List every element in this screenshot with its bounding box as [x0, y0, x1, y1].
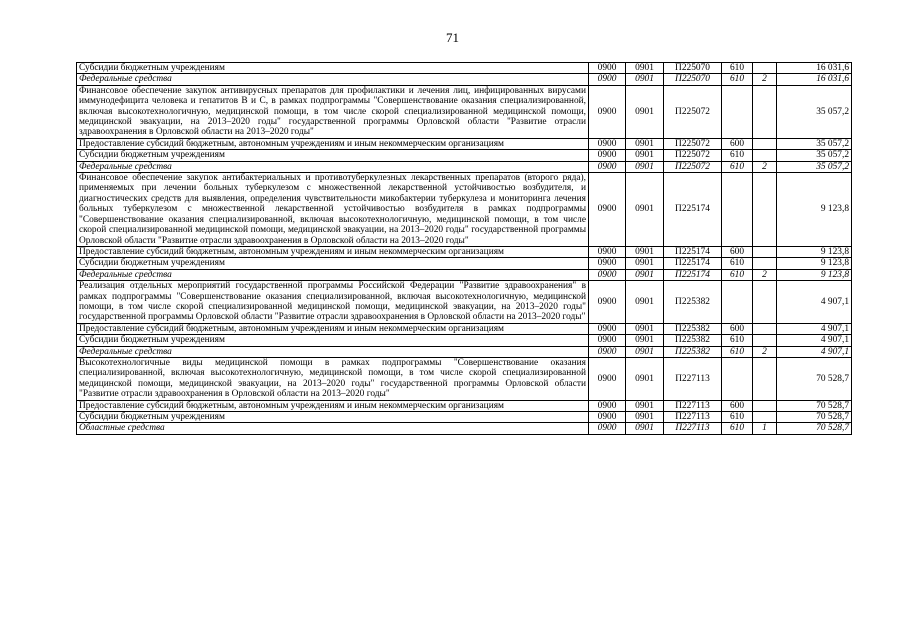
code-chapter-cell: 0900 — [589, 74, 626, 85]
code-section-cell: 0901 — [626, 85, 664, 138]
row-name-cell: Субсидии бюджетным учреждениям — [77, 335, 589, 346]
code-fund-source-cell — [753, 400, 777, 411]
code-fund-source-cell — [753, 138, 777, 149]
table-row — [77, 323, 852, 334]
code-fund-source-cell — [753, 150, 777, 161]
code-chapter-cell: 0900 — [589, 138, 626, 149]
amount-cell: 9 123,8 — [777, 246, 852, 257]
row-name-cell: Финансовое обеспечение закупок антибактериальных и противотуберкулезных лекарственных препаратов (второго ряда), применяемых при лечении больных туберкулезом с множественной лекарственной устойчивостью возбудителя, и диагностических средств для выявления, определения чувствительности микобактерии туберкулеза и мониторинга лечения больных туберкулезом с множественной лекарственной устойчивостью возбудителя в рамках подпрограммы "Совершенствование оказания специализированной, включая высокотехнологичную, медицинской помощи, в том числе скорой специализированной медицинской помощи, медицинской эвакуации, на 2013–2020 годы" государственной программы Орловской области "Развитие отрасли здравоохранения в Орловской области на 2013–2020 годы" — [77, 173, 589, 247]
amount-cell: 35 057,2 — [777, 138, 852, 149]
amount-cell: 16 031,6 — [777, 74, 852, 85]
table-row — [77, 357, 852, 400]
code-section-cell: 0901 — [626, 281, 664, 324]
code-fund-source-cell — [753, 85, 777, 138]
code-target-cell: П225174 — [664, 269, 722, 280]
table-row — [77, 258, 852, 269]
code-chapter-cell: 0900 — [589, 323, 626, 334]
code-section-cell: 0901 — [626, 161, 664, 172]
row-name-cell: Субсидии бюджетным учреждениям — [77, 412, 589, 423]
amount-cell: 16 031,6 — [777, 63, 852, 74]
code-fund-source-cell: 2 — [753, 346, 777, 357]
row-name-cell: Высокотехнологичные виды медицинской помощи в рамках подпрограммы "Совершенствование оказания специализированной, включая высокотехнологичную, медицинской помощи, в том числе скорой специализированной медицинской помощи, медицинской эвакуации, на 2013–2020 годы" государственной программы Орловской области "Развитие отрасли здравоохранения в Орловской области на 2013–2020 годы" — [77, 357, 589, 400]
code-section-cell: 0901 — [626, 323, 664, 334]
code-section-cell: 0901 — [626, 74, 664, 85]
code-fund-source-cell — [753, 281, 777, 324]
code-section-cell: 0901 — [626, 346, 664, 357]
code-target-cell: П225382 — [664, 281, 722, 324]
table-row — [77, 63, 852, 74]
code-expense-type-cell — [722, 85, 753, 138]
code-fund-source-cell — [753, 246, 777, 257]
row-name-cell: Областные средства — [77, 423, 589, 434]
code-section-cell: 0901 — [626, 138, 664, 149]
code-target-cell: П225072 — [664, 85, 722, 138]
code-expense-type-cell: 600 — [722, 246, 753, 257]
code-target-cell: П227113 — [664, 400, 722, 411]
table-row — [77, 85, 852, 138]
code-section-cell: 0901 — [626, 63, 664, 74]
code-chapter-cell: 0900 — [589, 412, 626, 423]
table-row — [77, 150, 852, 161]
code-section-cell: 0901 — [626, 412, 664, 423]
table-row — [77, 173, 852, 247]
code-fund-source-cell — [753, 258, 777, 269]
row-name-cell: Федеральные средства — [77, 161, 589, 172]
code-expense-type-cell: 610 — [722, 74, 753, 85]
code-target-cell: П225174 — [664, 246, 722, 257]
code-expense-type-cell: 610 — [722, 335, 753, 346]
code-expense-type-cell: 610 — [722, 412, 753, 423]
code-expense-type-cell: 610 — [722, 346, 753, 357]
row-name-cell: Федеральные средства — [77, 74, 589, 85]
code-chapter-cell: 0900 — [589, 335, 626, 346]
amount-cell: 70 528,7 — [777, 412, 852, 423]
code-expense-type-cell: 610 — [722, 423, 753, 434]
code-section-cell: 0901 — [626, 246, 664, 257]
code-chapter-cell: 0900 — [589, 173, 626, 247]
code-target-cell: П225070 — [664, 63, 722, 74]
table-row — [77, 346, 852, 357]
code-expense-type-cell — [722, 357, 753, 400]
code-fund-source-cell — [753, 173, 777, 247]
code-section-cell: 0901 — [626, 150, 664, 161]
code-expense-type-cell: 610 — [722, 258, 753, 269]
code-fund-source-cell — [753, 357, 777, 400]
code-expense-type-cell: 600 — [722, 323, 753, 334]
code-chapter-cell: 0900 — [589, 281, 626, 324]
code-expense-type-cell: 610 — [722, 161, 753, 172]
code-fund-source-cell: 2 — [753, 161, 777, 172]
code-expense-type-cell: 600 — [722, 138, 753, 149]
table-row — [77, 74, 852, 85]
code-fund-source-cell: 2 — [753, 269, 777, 280]
amount-cell: 4 907,1 — [777, 323, 852, 334]
table-row — [77, 269, 852, 280]
code-target-cell: П227113 — [664, 357, 722, 400]
code-target-cell: П227113 — [664, 423, 722, 434]
code-section-cell: 0901 — [626, 258, 664, 269]
row-name-cell: Субсидии бюджетным учреждениям — [77, 63, 589, 74]
code-expense-type-cell: 600 — [722, 400, 753, 411]
code-section-cell: 0901 — [626, 357, 664, 400]
amount-cell: 4 907,1 — [777, 281, 852, 324]
amount-cell: 70 528,7 — [777, 400, 852, 411]
code-target-cell: П225382 — [664, 346, 722, 357]
table-row — [77, 400, 852, 411]
code-expense-type-cell: 610 — [722, 269, 753, 280]
amount-cell: 70 528,7 — [777, 357, 852, 400]
code-fund-source-cell — [753, 412, 777, 423]
amount-cell: 4 907,1 — [777, 346, 852, 357]
code-target-cell: П225174 — [664, 258, 722, 269]
amount-cell: 35 057,2 — [777, 161, 852, 172]
code-section-cell: 0901 — [626, 173, 664, 247]
budget-table — [76, 62, 852, 435]
amount-cell: 4 907,1 — [777, 335, 852, 346]
code-chapter-cell: 0900 — [589, 161, 626, 172]
code-expense-type-cell — [722, 281, 753, 324]
code-section-cell: 0901 — [626, 400, 664, 411]
row-name-cell: Федеральные средства — [77, 346, 589, 357]
code-fund-source-cell — [753, 335, 777, 346]
code-section-cell: 0901 — [626, 335, 664, 346]
code-target-cell: П225382 — [664, 335, 722, 346]
code-target-cell: П225072 — [664, 150, 722, 161]
code-fund-source-cell: 2 — [753, 74, 777, 85]
code-target-cell: П227113 — [664, 412, 722, 423]
code-chapter-cell: 0900 — [589, 85, 626, 138]
code-chapter-cell: 0900 — [589, 246, 626, 257]
row-name-cell: Субсидии бюджетным учреждениям — [77, 150, 589, 161]
amount-cell: 70 528,7 — [777, 423, 852, 434]
page-number: 71 — [446, 30, 459, 45]
table-row — [77, 335, 852, 346]
code-chapter-cell: 0900 — [589, 150, 626, 161]
table-row — [77, 412, 852, 423]
code-expense-type-cell: 610 — [722, 63, 753, 74]
code-target-cell: П225382 — [664, 323, 722, 334]
row-name-cell: Предоставление субсидий бюджетным, автономным учреждениям и иным некоммерческим организациям — [77, 323, 589, 334]
row-name-cell: Федеральные средства — [77, 269, 589, 280]
table-row — [77, 281, 852, 324]
amount-cell: 9 123,8 — [777, 173, 852, 247]
code-chapter-cell: 0900 — [589, 258, 626, 269]
code-fund-source-cell: 1 — [753, 423, 777, 434]
amount-cell: 9 123,8 — [777, 269, 852, 280]
row-name-cell: Реализация отдельных мероприятий государственной программы Российской Федерации "Развитие здравоохранения" в рамках подпрограммы "Совершенствование оказания специализированной, включая высокотехнологичную, медицинской помощи, в том числе скорой специализированной медицинской помощи, медицинской эвакуации, на 2013–2020 годы" государственной программы Орловской области "Развитие отрасли здравоохранения в Орловской области на 2013–2020 годы" — [77, 281, 589, 324]
table-row — [77, 161, 852, 172]
code-chapter-cell: 0900 — [589, 423, 626, 434]
code-section-cell: 0901 — [626, 269, 664, 280]
row-name-cell: Предоставление субсидий бюджетным, автономным учреждениям и иным некоммерческим организациям — [77, 246, 589, 257]
code-expense-type-cell: 610 — [722, 150, 753, 161]
code-chapter-cell: 0900 — [589, 357, 626, 400]
amount-cell: 9 123,8 — [777, 258, 852, 269]
code-chapter-cell: 0900 — [589, 346, 626, 357]
code-target-cell: П225072 — [664, 138, 722, 149]
amount-cell: 35 057,2 — [777, 85, 852, 138]
code-target-cell: П225070 — [664, 74, 722, 85]
code-expense-type-cell — [722, 173, 753, 247]
row-name-cell: Предоставление субсидий бюджетным, автономным учреждениям и иным некоммерческим организациям — [77, 400, 589, 411]
table-body — [77, 63, 852, 435]
code-chapter-cell: 0900 — [589, 400, 626, 411]
code-chapter-cell: 0900 — [589, 63, 626, 74]
code-target-cell: П225174 — [664, 173, 722, 247]
code-target-cell: П225072 — [664, 161, 722, 172]
table-row — [77, 138, 852, 149]
code-fund-source-cell — [753, 63, 777, 74]
amount-cell: 35 057,2 — [777, 150, 852, 161]
row-name-cell: Финансовое обеспечение закупок антивирусных препаратов для профилактики и лечения лиц, инфицированных вирусами иммунодефицита человека и гепатитов В и С, в рамках подпрограммы "Совершенствование оказания специализированной, включая высокотехнологичную, медицинской помощи, в том числе скорой специализированной медицинской помощи, медицинской эвакуации, на 2013–2020 годы" государственной программы Орловской области "Развитие отрасли здравоохранения в Орловской области на 2013–2020 годы" — [77, 85, 589, 138]
table-row — [77, 246, 852, 257]
row-name-cell: Предоставление субсидий бюджетным, автономным учреждениям и иным некоммерческим организациям — [77, 138, 589, 149]
row-name-cell: Субсидии бюджетным учреждениям — [77, 258, 589, 269]
code-section-cell: 0901 — [626, 423, 664, 434]
table-row — [77, 423, 852, 434]
code-chapter-cell: 0900 — [589, 269, 626, 280]
code-fund-source-cell — [753, 323, 777, 334]
